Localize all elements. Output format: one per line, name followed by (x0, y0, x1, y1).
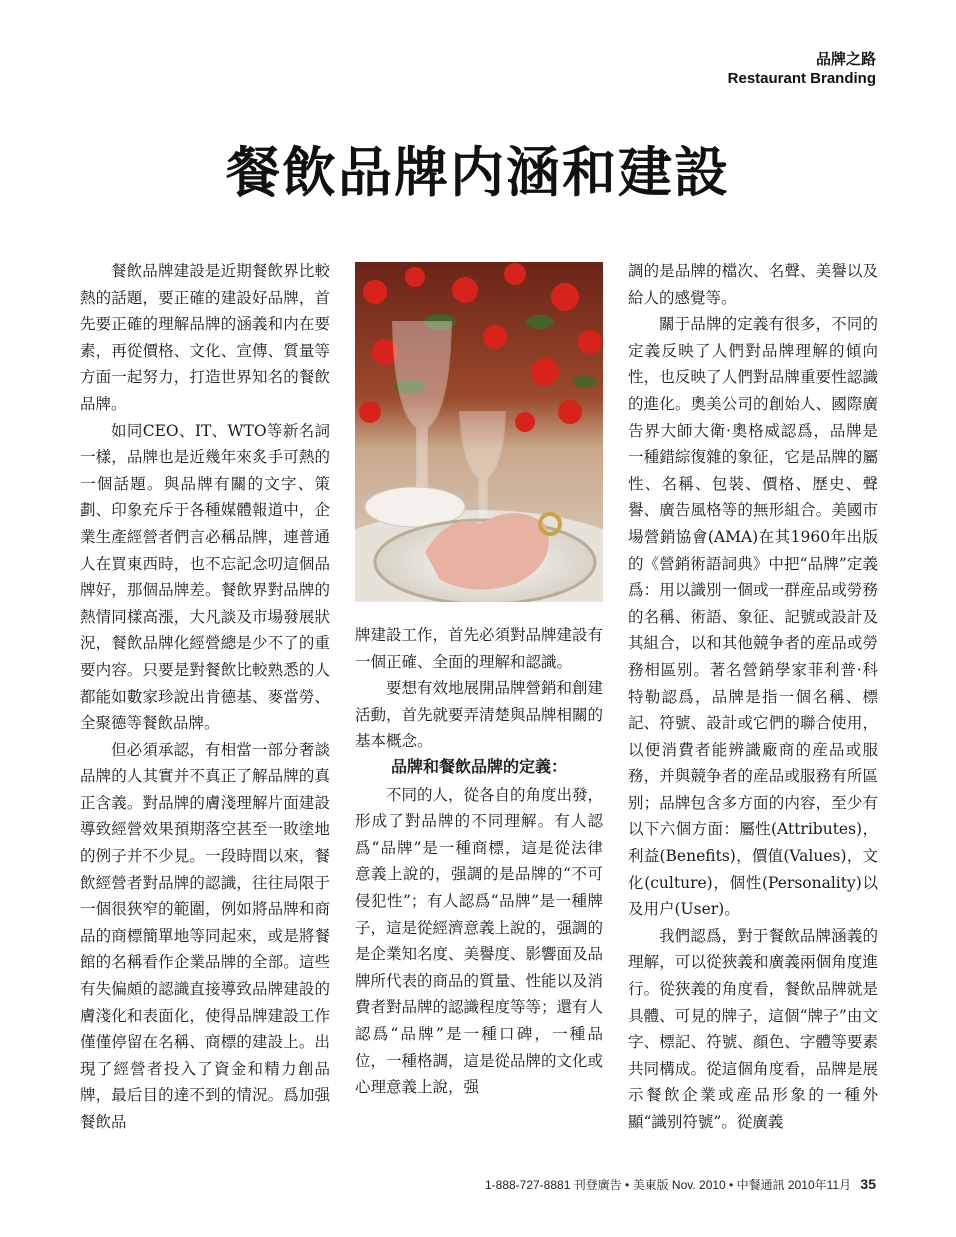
page-number: 35 (860, 1176, 876, 1192)
page-footer (485, 1176, 876, 1193)
paragraph: 關于品牌的定義有很多，不同的定義反映了人們對品牌理解的傾向性，也反映了人們對品牌重要性認識的進化。奧美公司的創始人、國際廣告界大師大衛·奧格威認爲，品牌是一種錯綜復雜的象征，它是品牌的屬性、名稱、包裝、價格、歷史、聲譽、廣告風格等的無形組合。美國市場營銷協會(AMA)在其1960年出版的《營銷術語詞典》中把“品牌”定義爲：用以識別一個或一群産品或勞務的名稱、術語、象征、記號或設計及其組合，以和其他競争者的産品或勞務相區别。著名營銷學家菲利普·科特勒認爲，品牌是指一個名稱、標記、符號、設計或它們的聯合使用，以便消費者能辨識廠商的産品或服務，并與競争者的産品或服務有所區别；品牌包含多方面的内容，至少有以下六個方面：屬性(Attributes)，利益(Benefits)，價值(Values)，文化(culture)，個性(Personality)以及用户(User)。 (628, 315, 878, 919)
paragraph: 調的是品牌的檔次、名聲、美譽以及給人的感覺等。 (628, 262, 878, 307)
section-title-chinese: 品牌之路 (815, 51, 876, 68)
section-header (728, 50, 876, 88)
photo-illustration (355, 262, 603, 602)
paragraph: 餐飲品牌建設是近期餐飲界比較熱的話題，要正確的建設好品牌，首先要正確的理解品牌的涵義和内在要素，再從價格、文化、宣傳、質量等方面一起努力，打造世界知名的餐飲品牌。 (80, 262, 330, 413)
text-column-2 (355, 622, 603, 1101)
paragraph: 不同的人，從各自的角度出發，形成了對品牌的不同理解。有人認爲“品牌”是一種商標，這是從法律意義上說的，强調的是品牌的“不可侵犯性”；有人認爲“品牌”是一種牌子，這是從經濟意義上說的，强調的是企業知名度、美譽度、影響面及品牌所代表的商品的質量、性能以及消費者對品牌的認識程度等等；還有人認爲“品牌”是一種口碑，一種品位，一種格調，這是從品牌的文化或心理意義上說，强 (355, 785, 604, 1097)
text-column-1 (80, 258, 330, 1136)
paragraph: 但必須承認，有相當一部分奢談品牌的人其實并不真正了解品牌的真正含義。對品牌的膚淺理解片面建設導致經營效果預期落空甚至一敗塗地的例子并不少見。一段時間以來，餐飲經營者對品牌的認識，往往局限于一個很狹窄的範圍，例如將品牌和商品的商標簡單地等同起來，或是將餐館的名稱看作企業品牌的全部。這些有失偏頗的認識直接導致品牌建設的膚淺化和表面化，使得品牌建設工作僅僅停留在名稱、商標的建設上。出現了經營者投入了資金和精力創品牌，最后目的達不到的情況。爲加强餐飲品 (80, 740, 330, 1131)
paragraph: 要想有效地展開品牌營銷和創建活動，首先就要弄清楚與品牌相關的基本概念。 (355, 679, 604, 751)
article-title: 餐飲品牌内涵和建設 (226, 140, 730, 204)
section-title-english: Restaurant Branding (727, 70, 876, 87)
paragraph: 我們認爲，對于餐飲品牌涵義的理解，可以從狹義和廣義兩個角度進行。從狹義的角度看，餐飲品牌就是具體、可見的牌子，這個“牌子”由文字、標記、符號、顔色、字體等要素共同構成。從這個角度看，品牌是展示餐飲企業或産品形象的一種外顯“識别符號”。從廣義 (628, 926, 878, 1131)
subheading: 品牌和餐飲品牌的定義： (390, 758, 567, 776)
text-column-3 (628, 258, 878, 1136)
table-setting-photo (355, 262, 603, 602)
paragraph: 如同CEO、IT、WTO等新名詞一樣，品牌也是近幾年來炙手可熱的一個話題。與品牌有關的文字、策劃、印象充斥于各種媒體報道中，企業生產經營者們言必稱品牌，連普通人在買東西時，也不忘記念叨這個品牌好，那個品牌差。餐飲界對品牌的熱情同樣高漲，大凡談及市場發展狀況，餐飲品牌化經營總是少不了的重要内容。只要是對餐飲比較熟悉的人都能如數家珍說出肯德基、麥當勞、全聚德等餐飲品牌。 (80, 421, 330, 733)
paragraph: 牌建設工作，首先必須對品牌建設有一個正確、全面的理解和認識。 (355, 626, 604, 671)
footer-info: 1-888-727-8881 刊登廣告 • 美東版 Nov. 2010 • 中餐通訊 2010年11月 (484, 1178, 852, 1192)
